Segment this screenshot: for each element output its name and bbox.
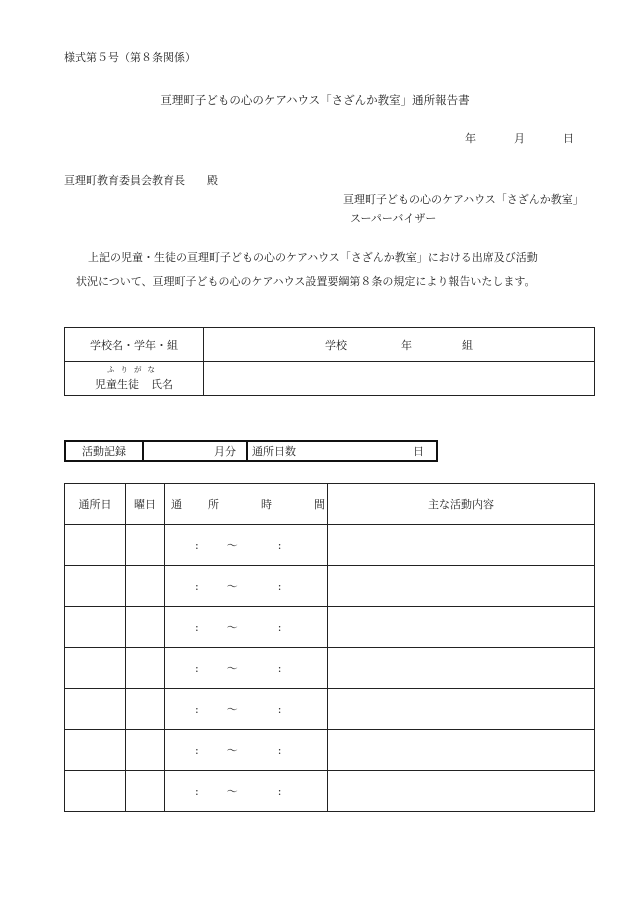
class-unit: 組 xyxy=(462,338,473,352)
date-cell[interactable] xyxy=(65,607,126,648)
header-activity: 主な活動内容 xyxy=(328,484,595,525)
table-row xyxy=(65,771,595,812)
table-row xyxy=(65,648,595,689)
name-row xyxy=(65,362,595,396)
name-label-cell xyxy=(65,362,204,396)
days-unit: 日 xyxy=(413,445,424,458)
log-header-row xyxy=(65,484,595,525)
date-cell[interactable] xyxy=(65,689,126,730)
table-row xyxy=(65,566,595,607)
weekday-cell[interactable] xyxy=(126,689,165,730)
report-body xyxy=(76,246,596,294)
date-year-label: 年 xyxy=(465,132,476,145)
time-cell[interactable]: : ～ : xyxy=(165,689,328,730)
activity-cell[interactable] xyxy=(328,771,595,812)
time-cell[interactable]: : ～ : xyxy=(165,607,328,648)
date-cell[interactable] xyxy=(65,566,126,607)
student-label: 児童生徒 xyxy=(95,378,139,392)
activity-record-label: 活動記録 xyxy=(65,441,143,461)
header-weekday: 曜日 xyxy=(126,484,165,525)
activity-cell[interactable] xyxy=(328,607,595,648)
date-day-label: 日 xyxy=(563,132,574,145)
table-row xyxy=(65,607,595,648)
header-time: 通 所 時 間 xyxy=(165,484,328,525)
table-row xyxy=(65,689,595,730)
school-field[interactable] xyxy=(204,328,595,362)
time-cell[interactable]: : ～ : xyxy=(165,730,328,771)
sender-organization: 亘理町子どもの心のケアハウス「さざんか教室」 xyxy=(343,193,584,206)
furigana-label: ふりがな xyxy=(107,365,161,375)
recipient-name: 亘理町教育委員会教育長 xyxy=(64,174,185,187)
date-line xyxy=(465,130,574,146)
attendance-log-table xyxy=(64,483,595,812)
attendance-days-label: 通所日数 xyxy=(252,445,296,458)
sender-role: スーパーバイザー xyxy=(350,212,437,225)
activity-cell[interactable] xyxy=(328,525,595,566)
student-name-field[interactable] xyxy=(204,362,595,396)
time-cell[interactable]: : ～ : xyxy=(165,648,328,689)
report-body-line-1: 上記の児童・生徒の亘理町子どもの心のケアハウス「さざんか教室」における出席及び活動 xyxy=(88,251,538,264)
activity-cell[interactable] xyxy=(328,566,595,607)
attendance-days-field[interactable] xyxy=(247,441,437,461)
grade-unit: 年 xyxy=(401,338,412,352)
table-row xyxy=(65,730,595,771)
weekday-cell[interactable] xyxy=(126,730,165,771)
date-cell[interactable] xyxy=(65,648,126,689)
school-row xyxy=(65,328,595,362)
name-label: 氏名 xyxy=(151,378,173,392)
time-cell[interactable]: : ～ : xyxy=(165,771,328,812)
recipient-honorific: 殿 xyxy=(207,174,218,187)
weekday-cell[interactable] xyxy=(126,607,165,648)
report-body-line-2: 状況について、亘理町子どもの心のケアハウス設置要綱第８条の規定により報告いたします。 xyxy=(76,275,536,288)
form-number: 様式第５号（第８条関係） xyxy=(64,51,196,64)
weekday-cell[interactable] xyxy=(126,566,165,607)
date-cell[interactable] xyxy=(65,730,126,771)
date-month-label: 月 xyxy=(514,132,525,145)
weekday-cell[interactable] xyxy=(126,525,165,566)
date-cell[interactable] xyxy=(65,525,126,566)
activity-cell[interactable] xyxy=(328,730,595,771)
page-title: 亘理町子どもの心のケアハウス「さざんか教室」通所報告書 xyxy=(160,93,470,107)
activity-record-bar xyxy=(64,440,438,462)
activity-cell[interactable] xyxy=(328,648,595,689)
month-unit: 月分 xyxy=(214,445,236,458)
header-date: 通所日 xyxy=(65,484,126,525)
weekday-cell[interactable] xyxy=(126,648,165,689)
weekday-cell[interactable] xyxy=(126,771,165,812)
time-cell[interactable]: : ～ : xyxy=(165,525,328,566)
table-row xyxy=(65,525,595,566)
activity-cell[interactable] xyxy=(328,689,595,730)
student-info-table xyxy=(64,327,595,396)
recipient xyxy=(64,172,218,188)
school-label: 学校名・学年・組 xyxy=(65,328,204,362)
school-unit: 学校 xyxy=(325,338,347,352)
date-cell[interactable] xyxy=(65,771,126,812)
time-cell[interactable]: : ～ : xyxy=(165,566,328,607)
activity-month-field[interactable] xyxy=(143,441,247,461)
